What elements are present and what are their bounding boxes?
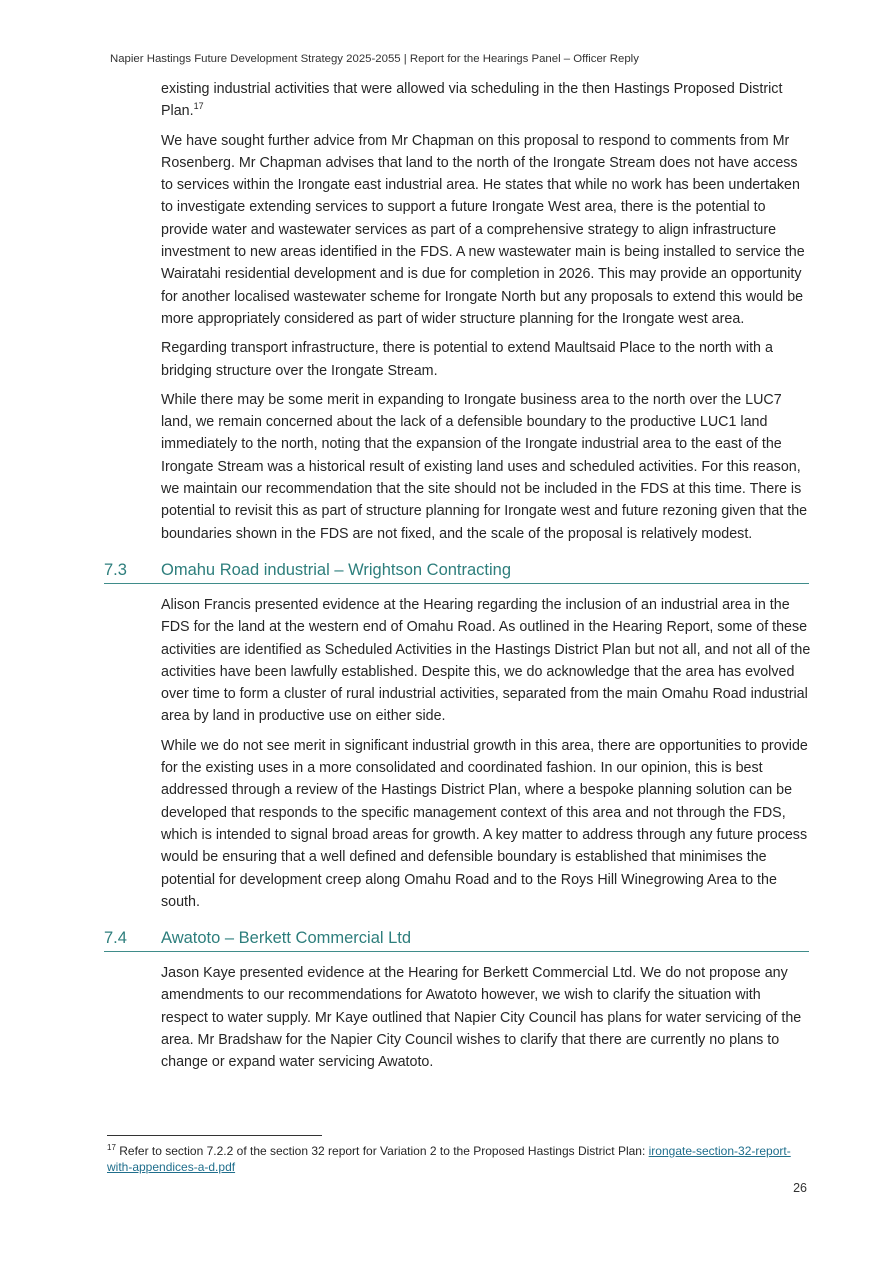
section-heading-7-4 [104, 927, 809, 952]
footnote-reference[interactable]: 17 [193, 101, 204, 112]
footnote-divider [107, 1135, 322, 1136]
section-number: 7.4 [104, 929, 127, 948]
footnote-number: 17 [107, 1143, 116, 1152]
paragraph-text: existing industrial activities that were allowed via scheduling in the then Hastings Proposed District Plan. [161, 81, 783, 120]
section-title: Awatoto – Berkett Commercial Ltd [161, 929, 412, 948]
footnote-text: Refer to section 7.2.2 of the section 32 report for Variation 2 to the Proposed Hastings District Plan: [115, 1144, 649, 1158]
paragraph-omahu-opinion: While we do not see merit in significant industrial growth in this area, there are opportunities to provide for the existing uses in a more consolidated and coordinated fashion. In our opinion, this is best addressed through a review of the Hastings District Plan, where a bespoke planning solution can be developed that responds to the specific management context of this area and not through the FDS, which is intended to signal broad areas for growth. A key matter to address through any future process would be ensuring that a well defined and defensible boundary is established that minimises the potential for development creep along Omahu Road and to the Roys Hill Winegrowing Area to the south. [161, 737, 808, 910]
page-number: 26 [793, 1181, 807, 1195]
running-header: Napier Hastings Future Development Strategy 2025-2055 | Report for the Hearings Panel – Officer Reply [110, 53, 639, 65]
section-title: Omahu Road industrial – Wrightson Contracting [161, 560, 512, 579]
section-number: 7.3 [104, 560, 127, 579]
paragraph-awatoto-evidence: Jason Kaye presented evidence at the Hearing for Berkett Commercial Ltd. We do not propose any amendments to our recommendations for Awatoto however, we wish to clarify the situation with respect to water supply. Mr Kaye outlined that Napier City Council has plans for water servicing of the area. Mr Bradshaw for the Napier City Council wishes to clarify that there are currently no plans to change or expand water servicing Awatoto. [161, 965, 802, 1071]
footnote-17 [107, 1143, 797, 1175]
paragraph-recommendation: While there may be some merit in expanding to Irongate business area to the north over the LUC7 land, we remain concerned about the lack of a defensible boundary to the productive LUC1 land immediately to the north, noting that the expansion of the Irongate industrial area to the east of the Irongate Stream was a historical result of existing land uses and scheduled activities. For this reason, we maintain our recommendation that the site should not be included in the FDS at this time. There is potential to revisit this as part of structure planning for Irongate west and future rezoning given that the boundaries shown in the FDS are not fixed, and the scale of the proposal is relatively modest. [161, 391, 808, 542]
paragraph-irongate-scheduling [161, 78, 811, 123]
page-content [104, 78, 811, 1081]
paragraph-transport: Regarding transport infrastructure, there is potential to extend Maultsaid Place to the north with a bridging structure over the Irongate Stream. [161, 340, 773, 379]
footnote-link[interactable]: irongate-section-32-report-with-appendices-a-d.pdf [107, 1144, 791, 1174]
paragraph-omahu-evidence: Alison Francis presented evidence at the Hearing regarding the inclusion of an industrial area in the FDS for the land at the western end of Omahu Road. As outlined in the Hearing Report, some of these activities are identified as Scheduled Activities in the Hastings District Plan but not all, and not all of the activities have been lawfully established. Despite this, we do acknowledge that the area has evolved over time to form a cluster of rural industrial activities, separated from the main Omahu Road industrial area by land in productive use on either side. [161, 596, 811, 725]
section-heading-7-3 [104, 559, 809, 584]
paragraph-services-advice: We have sought further advice from Mr Chapman on this proposal to respond to comments from Mr Rosenberg. Mr Chapman advises that land to the north of the Irongate Stream does not have access to services within the Irongate east industrial area. He states that while no work has been undertaken to investigate extending services to support a future Irongate West area, there is the potential to provide water and wastewater services as part of a comprehensive strategy to align infrastructure investment to new areas identified in the FDS. A new wastewater main is being installed to service the Wairatahi residential development and is due for completion in 2026. This may provide an opportunity for another localised wastewater scheme for Irongate North but any proposals to extend this would be more appropriately considered as part of wider structure planning for the Irongate west area. [161, 132, 805, 327]
